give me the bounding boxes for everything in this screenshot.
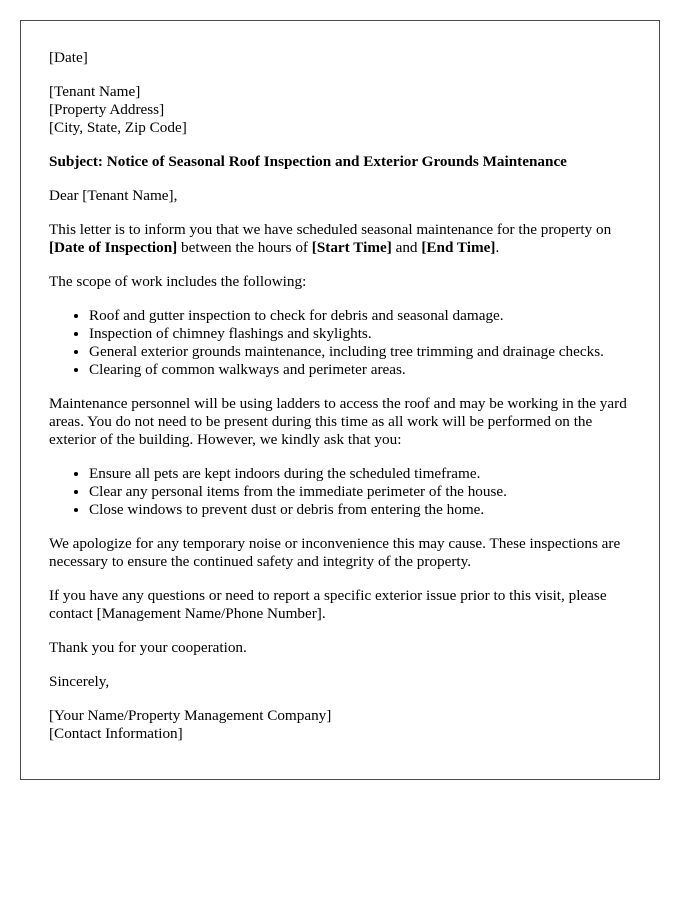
personnel-paragraph: Maintenance personnel will be using ladders to access the roof and may be working in the yard areas. You do not need to be present during this time as all work will be performed on the exterior of the building. However, we kindly ask that you:: [49, 395, 627, 448]
recipient-city-state-zip: [City, State, Zip Code]: [49, 119, 187, 136]
list-item: • Close windows to prevent dust or debris from entering the home.: [89, 501, 631, 519]
intro-text-1: This letter is to inform you that we have scheduled seasonal maintenance for the property on: [49, 221, 612, 238]
intro-text-4: .: [495, 239, 500, 256]
recipient-address: [Property Address]: [49, 101, 165, 118]
end-time: [End Time]: [421, 239, 496, 256]
apology-paragraph: We apologize for any temporary noise or inconvenience this may cause. These inspections are necessary to ensure the continued safety and integrity of the property.: [49, 535, 621, 570]
subject-line: Subject: Notice of Seasonal Roof Inspection and Exterior Grounds Maintenance: [49, 153, 567, 170]
signature-name: [Your Name/Property Management Company]: [49, 707, 332, 724]
start-time: [Start Time]: [311, 239, 392, 256]
questions-paragraph: If you have any questions or need to report a specific exterior issue prior to this visit, please contact [Management Name/Phone Number].: [49, 587, 607, 622]
signature-contact: [Contact Information]: [49, 725, 183, 742]
scope-list: [49, 307, 631, 379]
list-item: • Inspection of chimney flashings and skylights.: [89, 325, 631, 343]
list-item: • General exterior grounds maintenance, including tree trimming and drainage checks.: [89, 343, 631, 361]
list-item: • Clearing of common walkways and perimeter areas.: [89, 361, 631, 379]
recipient-name: [Tenant Name]: [49, 83, 141, 100]
list-item: • Ensure all pets are kept indoors during the scheduled timeframe.: [89, 465, 631, 483]
signature-block: [49, 707, 631, 743]
intro-text-2: between the hours of: [177, 239, 312, 256]
letter-date: [49, 49, 631, 67]
request-list: [49, 465, 631, 519]
list-item: • Roof and gutter inspection to check for debris and seasonal damage.: [89, 307, 631, 325]
letter-page: [20, 20, 660, 780]
thanks-line: Thank you for your cooperation.: [49, 639, 247, 656]
greeting: Dear [Tenant Name],: [49, 187, 178, 204]
date-of-inspection: [Date of Inspection]: [49, 239, 178, 256]
closing-line: Sincerely,: [49, 673, 110, 690]
list-item: • Clear any personal items from the immediate perimeter of the house.: [89, 483, 631, 501]
date-text: [Date]: [49, 49, 88, 66]
scope-intro: The scope of work includes the following:: [49, 273, 307, 290]
intro-text-3: and: [391, 239, 422, 256]
intro-paragraph: [49, 221, 631, 257]
recipient-block: [49, 83, 631, 137]
